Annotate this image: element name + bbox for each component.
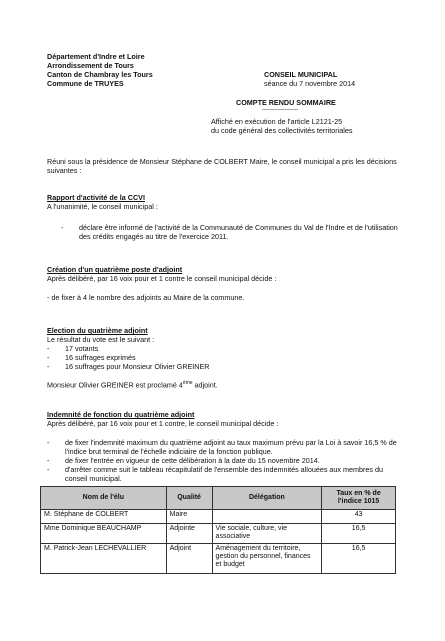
column-header-qualite: Qualité: [166, 487, 212, 510]
section-lead-indemnite: Après délibéré, par 16 voix pour et 1 contre, le conseil municipal décide :: [47, 419, 279, 428]
creation-decision: - de fixer à 4 le nombre des adjoints au Maire de la commune.: [47, 293, 245, 302]
column-header-delegation: Délégation: [212, 487, 322, 510]
list-item: - déclare être informé de l'activité de la Communauté de Communes du Val de l'Indre et de l'utilisation des crédits engagés au titre de l'exercice 2011.: [61, 223, 398, 241]
header-departement: Département d'Indre et Loire: [47, 52, 145, 61]
ccvi-list: [61, 223, 399, 241]
title-rule: ------------------: [262, 107, 298, 113]
section-lead-election: Le résultat du vote est le suivant :: [47, 335, 155, 344]
cell-delegation: Aménagement du territoire, gestion du personnel, finances et budget: [212, 544, 322, 574]
cell-nom: Mme Dominique BEAUCHAMP: [41, 524, 167, 544]
list-item: - d'arrêter comme suit le tableau récapitulatif de l'ensemble des indemnités allouées aux membres du conseil municipal.: [47, 465, 383, 483]
indemnite-list: [47, 438, 399, 483]
cell-nom: M. Stéphane de COLBERT: [41, 510, 167, 524]
cell-qualite: Maire: [166, 510, 212, 524]
cell-delegation: [212, 510, 322, 524]
cell-taux: 43: [322, 510, 396, 524]
affiche-line-1: Affiché en exécution de l'article L2121-25: [211, 117, 343, 126]
conseil-municipal-title: CONSEIL MUNICIPAL: [264, 70, 338, 79]
list-item: - 16 suffrages exprimés: [47, 353, 136, 362]
cell-taux: 16,5: [322, 524, 396, 544]
cell-qualite: Adjoint: [166, 544, 212, 574]
table-row: [41, 524, 396, 544]
header-arrondissement: Arrondissement de Tours: [47, 61, 134, 70]
section-title-creation: Création d'un quatrième poste d'adjoint: [47, 265, 183, 274]
election-proclamation: Monsieur Olivier GREINER est proclamé 4ème adjoint.: [47, 380, 218, 390]
cell-taux: 16,5: [322, 544, 396, 574]
section-lead-ccvi: A l'unanimité, le conseil municipal :: [47, 202, 158, 211]
list-item: - 16 suffrages pour Monsieur Olivier GREINER: [47, 362, 210, 371]
section-lead-creation: Après délibéré, par 16 voix pour et 1 contre le conseil municipal décide :: [47, 274, 277, 283]
indemnites-table: [40, 486, 396, 574]
seance-date: séance du 7 novembre 2014: [264, 79, 356, 88]
cell-nom: M. Patrick-Jean LECHEVALLIER: [41, 544, 167, 574]
header-commune: Commune de TRUYES: [47, 79, 124, 88]
cell-delegation: Vie sociale, culture, vie associative: [212, 524, 322, 544]
table-header-row: [41, 487, 396, 510]
table-row: [41, 544, 396, 574]
list-item: - 17 votants: [47, 344, 99, 353]
list-item: - de fixer l'indemnité maximum du quatrième adjoint au taux maximum prévu par la Loi à savoir 16,5 % de l'indice brut terminal de l'échelle indiciaire de la fonction publique.: [47, 438, 397, 456]
compte-rendu-title: COMPTE RENDU SOMMAIRE: [236, 98, 336, 107]
list-item: - de fixer l'entrée en vigueur de cette délibération à la date du 15 novembre 2014.: [47, 456, 320, 465]
election-results-list: [47, 344, 387, 371]
affiche-line-2: du code général des collectivités territoriales: [211, 126, 353, 135]
section-title-election: Election du quatrième adjoint: [47, 326, 148, 335]
section-title-ccvi: Rapport d'activité de la CCVI: [47, 193, 145, 202]
section-title-indemnite: Indemnité de fonction du quatrième adjoint: [47, 410, 195, 419]
table-row: [41, 510, 396, 524]
cell-qualite: Adjointe: [166, 524, 212, 544]
column-header-taux: Taux en % de l'indice 1015: [322, 487, 396, 510]
intro-paragraph: Réuni sous la présidence de Monsieur Stéphane de COLBERT Maire, le conseil municipal a pris les décisions suivantes :: [47, 157, 397, 175]
column-header-nom: Nom de l'élu: [41, 487, 167, 510]
header-canton: Canton de Chambray les Tours: [47, 70, 153, 79]
